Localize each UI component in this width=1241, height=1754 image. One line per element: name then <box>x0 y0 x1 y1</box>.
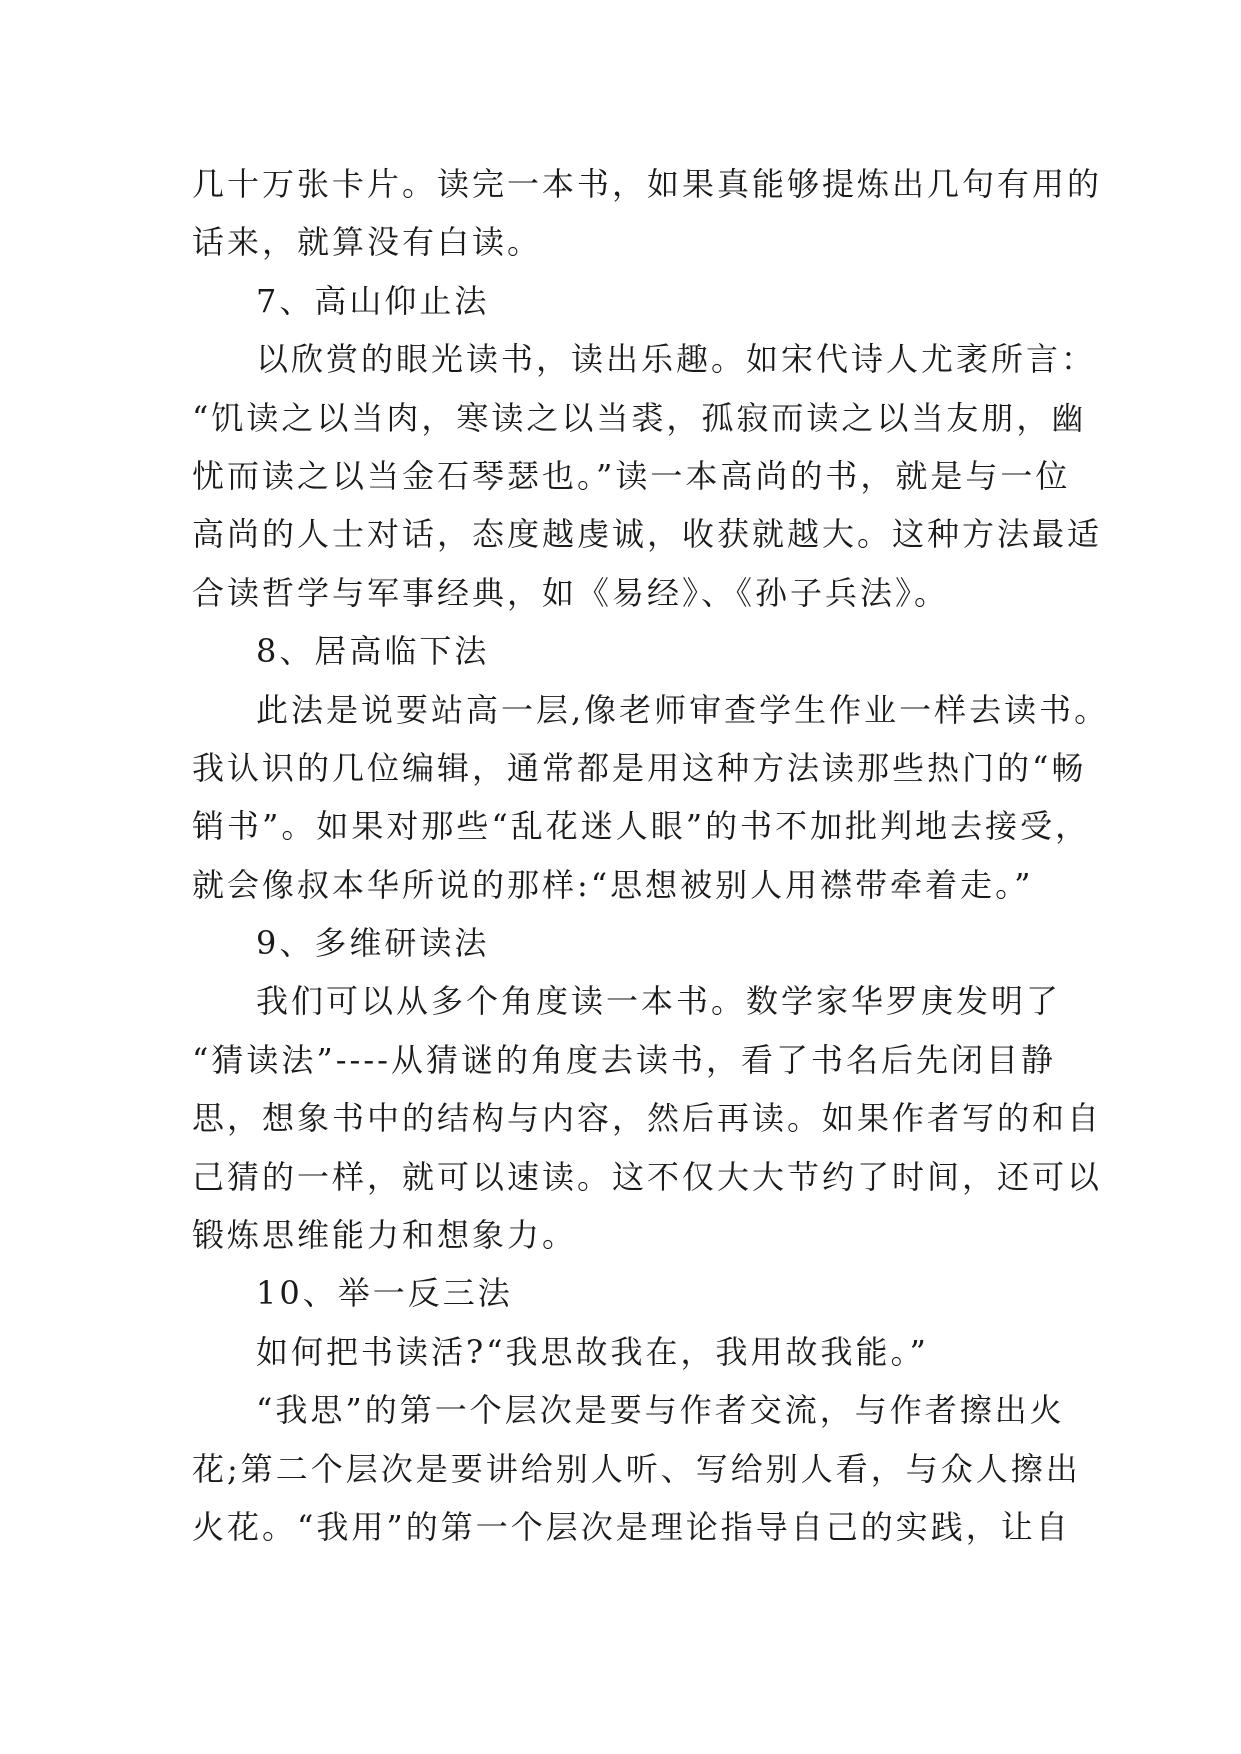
text-line: 几十万张卡片。读完一本书，如果真能够提炼出几句有用的 <box>192 165 1103 203</box>
text-line: 忧而读之以当金石琴瑟也。”读一本高尚的书，就是与一位 <box>192 456 1071 495</box>
text-line: 我们可以从多个角度读一本书。数学家华罗庚发明了 <box>256 982 1062 1021</box>
text-line: 7、高山仰止法 <box>256 281 490 320</box>
text-line: 锻炼思维能力和想象力。 <box>192 1216 578 1255</box>
text-line: 合读哲学与军事经典，如《易经》、《孙子兵法》。 <box>192 573 950 612</box>
text-line: 8、居高临下法 <box>256 632 490 671</box>
text-line: 己猜的一样，就可以速读。这不仅大大节约了时间，还可以 <box>192 1157 1103 1196</box>
text-line: 高尚的人士对话，态度越虔诚，收获就越大。这种方法最适 <box>192 515 1103 554</box>
text-line: 10、举一反三法 <box>256 1274 513 1313</box>
text-line: 就会像叔本华所说的那样:“思想被别人用襟带牵着走。” <box>192 865 1034 904</box>
text-line: “饥读之以当肉，寒读之以当裘，孤寂而读之以当友朋，幽 <box>192 398 1087 437</box>
text-line: “猜读法”----从猜谜的角度去读书，看了书名后先闭目静 <box>192 1040 1056 1079</box>
text-line: 思，想象书中的结构与内容，然后再读。如果作者写的和自 <box>192 1099 1103 1138</box>
document-body <box>192 155 1110 1556</box>
text-line: 火花。“我用”的第一个层次是理论指导自己的实践，让自 <box>192 1507 1071 1546</box>
text-line: 此法是说要站高一层,像老师审查学生作业一样去读书。 <box>256 690 1110 729</box>
text-line: 9、多维研读法 <box>256 924 490 963</box>
text-line: “我思”的第一个层次是要与作者交流，与作者擦出火 <box>256 1391 1065 1430</box>
text-line: 以欣赏的眼光读书，读出乐趣。如宋代诗人尤袤所言： <box>256 340 1097 379</box>
text-line: 销书”。如果对那些“乱花迷人眼”的书不加批判地去接受， <box>192 807 1091 846</box>
text-line: 我认识的几位编辑，通常都是用这种方法读那些热门的“畅 <box>192 748 1087 787</box>
text-line: 话来，就算没有白读。 <box>192 223 543 262</box>
text-line: 如何把书读活?“我思故我在，我用故我能。” <box>256 1332 929 1371</box>
text-line: 花;第二个层次是要讲给别人听、写给别人看，与众人擦出 <box>192 1449 1081 1488</box>
